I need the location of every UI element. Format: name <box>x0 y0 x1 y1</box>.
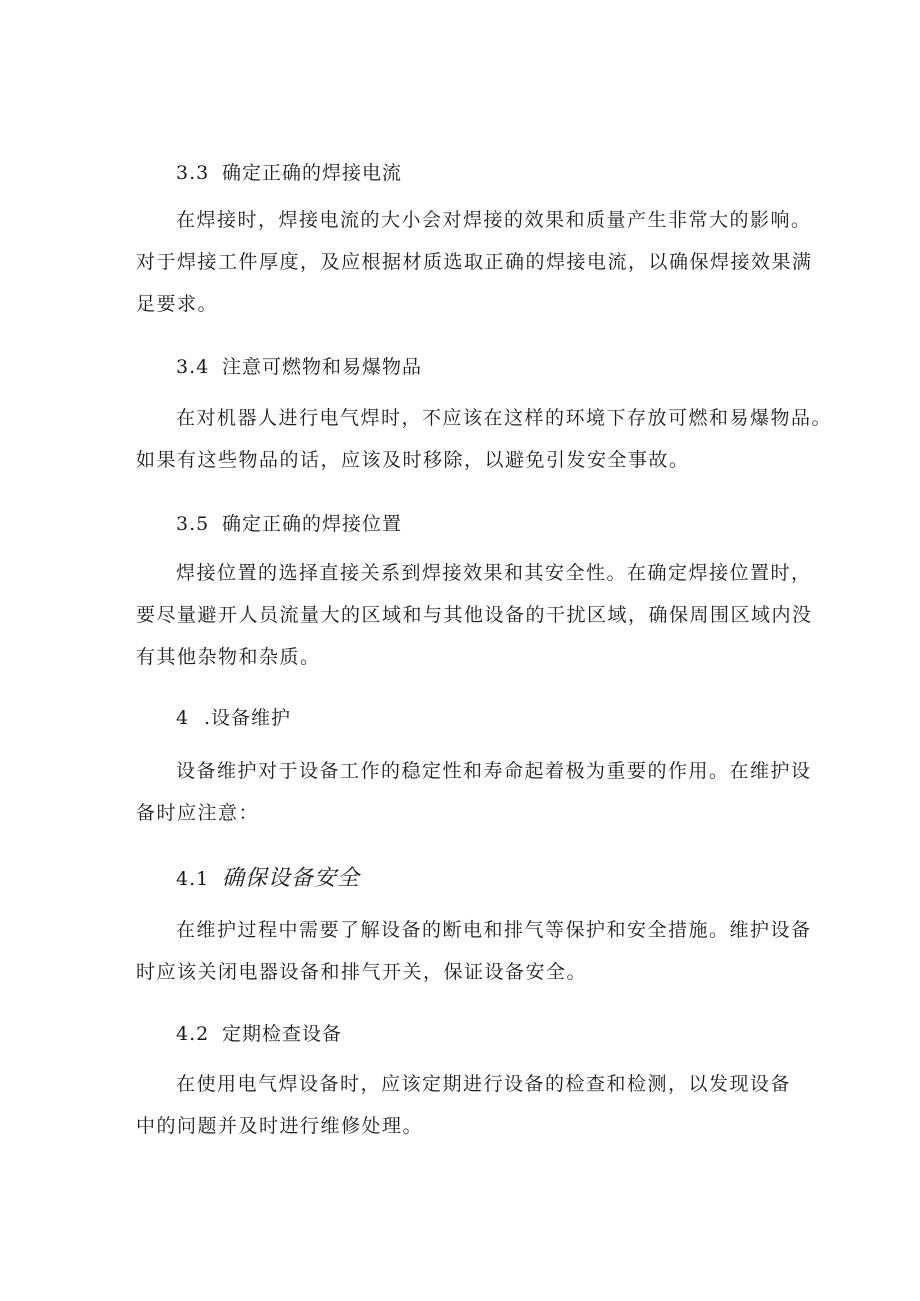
section-paragraph-3-3 <box>136 199 826 325</box>
section-number: 3.5 <box>176 513 210 535</box>
section-paragraph-3-5 <box>136 552 826 678</box>
section-number: 4.2 <box>176 1023 210 1045</box>
paragraph-line: 设备维护对于设备工作的稳定性和寿命起着极为重要的作用。在维护设 <box>176 760 812 782</box>
paragraph-line: 在维护过程中需要了解设备的断电和排气等保护和安全措施。维护设备 <box>176 919 812 941</box>
section-heading-4-2 <box>176 1019 342 1046</box>
section-heading-4-1 <box>176 861 360 892</box>
section-title: 确定正确的焊接电流 <box>222 162 403 184</box>
section-title: 定期检查设备 <box>222 1023 343 1045</box>
paragraph-line: 时应该关闭电器设备和排气开关，保证设备安全。 <box>136 961 588 983</box>
paragraph-line: 对于焊接工件厚度，及应根据材质选取正确的焊接电流，以确保焊接效果满 <box>136 251 813 273</box>
paragraph-line: 备时应注意： <box>136 802 260 824</box>
section-number: 3.4 <box>176 356 210 378</box>
section-heading-3-4 <box>176 352 422 379</box>
paragraph-line: 足要求。 <box>136 293 219 315</box>
section-number: 3.3 <box>176 162 210 184</box>
section-heading-4 <box>176 703 291 730</box>
section-number: 4 <box>176 707 190 729</box>
section-paragraph-4-1 <box>136 909 826 993</box>
paragraph-line: 焊接位置的选择直接关系到焊接效果和其安全性。在确定焊接位置时， <box>176 562 812 584</box>
section-paragraph-4-2 <box>136 1063 826 1147</box>
section-paragraph-3-4 <box>136 397 833 481</box>
section-heading-3-3 <box>176 158 402 185</box>
paragraph-line: 要尽量避开人员流量大的区域和与其他设备的干扰区域，确保周围区域内没 <box>136 604 813 626</box>
section-title: 确保设备安全 <box>222 866 361 891</box>
paragraph-line: 有其他杂物和杂质。 <box>136 646 321 668</box>
section-number: 4.1 <box>176 868 210 890</box>
paragraph-line: 在对机器人进行电气焊时，不应该在这样的环境下存放可燃和易爆物品。 <box>176 407 833 429</box>
paragraph-line: 如果有这些物品的话，应该及时移除，以避免引发安全事故。 <box>136 449 690 471</box>
section-title: .设备维护 <box>204 707 292 729</box>
section-title: 确定正确的焊接位置 <box>222 513 403 535</box>
section-paragraph-4 <box>136 750 826 834</box>
paragraph-line: 在焊接时，焊接电流的大小会对焊接的效果和质量产生非常大的影响。 <box>176 209 812 231</box>
section-title: 注意可燃物和易爆物品 <box>222 356 423 378</box>
paragraph-line: 中的问题并及时进行维修处理。 <box>136 1115 424 1137</box>
paragraph-line: 在使用电气焊设备时，应该定期进行设备的检查和检测，以发现设备 <box>176 1073 792 1095</box>
section-heading-3-5 <box>176 509 402 536</box>
